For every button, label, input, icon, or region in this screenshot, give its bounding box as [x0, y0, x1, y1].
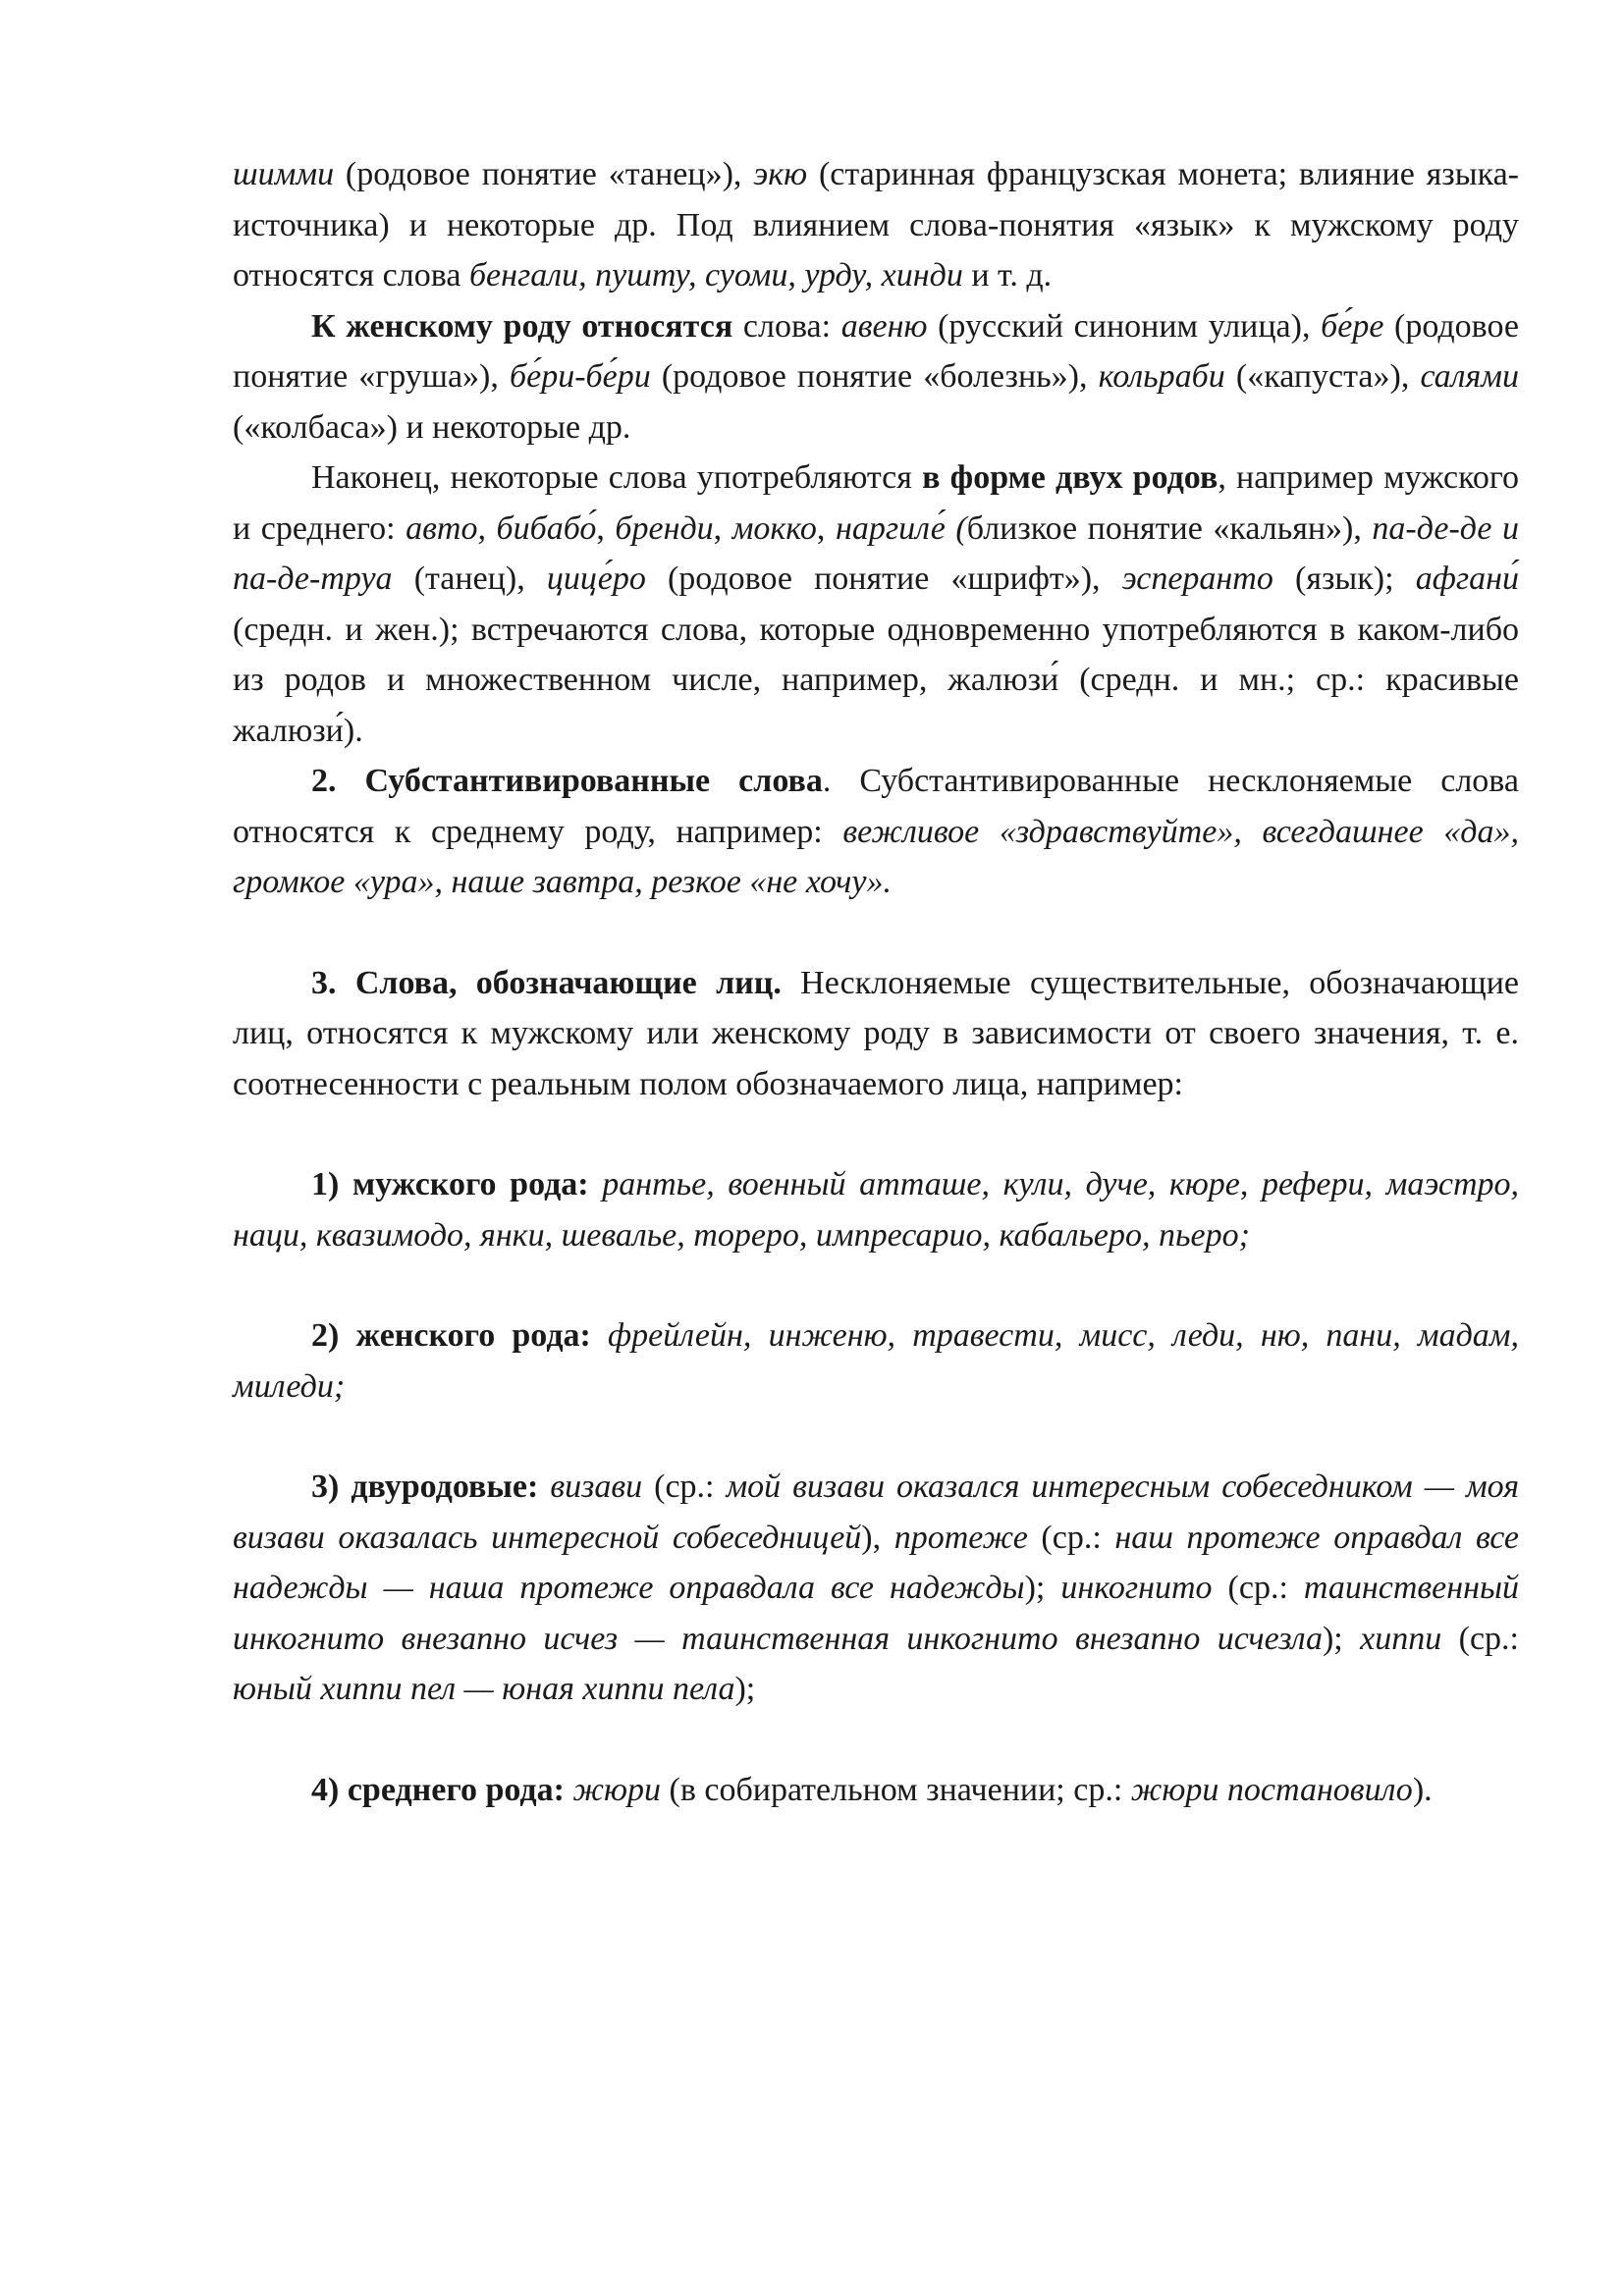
- text-run: [589, 1166, 603, 1202]
- italic-run: наргиле́: [835, 509, 946, 547]
- italic-run: мокко: [731, 509, 817, 547]
- italic-run: визави: [550, 1468, 643, 1505]
- bold-run: 2. Субстантивированные слова: [311, 763, 823, 799]
- paragraph-feminine-gender: [233, 301, 1519, 454]
- italic-run: (: [955, 509, 967, 547]
- text-run: );: [734, 1671, 756, 1707]
- text-run: ,: [596, 509, 616, 547]
- text-run: , например мужского и среднего:: [233, 459, 1519, 547]
- text-run: («капуста»),: [1224, 358, 1421, 395]
- bold-run: 1) мужского рода:: [311, 1166, 589, 1202]
- text-run: (ср.:: [1212, 1570, 1304, 1606]
- text-run: );: [1322, 1620, 1361, 1657]
- text-run: );: [1024, 1570, 1061, 1606]
- italic-run: мой визави оказался интересным собеседником — моя визави оказалась интересной собеседницей: [233, 1468, 1520, 1556]
- text-run: и т. д.: [962, 257, 1053, 294]
- bold-run: 2) женского рода:: [311, 1317, 591, 1354]
- italic-run: бе́ри-бе́ри: [510, 358, 651, 395]
- paragraph-words-denoting-persons: [233, 958, 1519, 1110]
- bold-run: 3) двуродовые:: [311, 1468, 539, 1505]
- list-item-common-gender: [233, 1462, 1519, 1715]
- text-run: Наконец, некоторые слова употребляются: [311, 459, 923, 496]
- bold-run: 3. Слова, обозначающие лиц.: [311, 964, 782, 1001]
- italic-run: наш протеже оправдал все надежды — наша протеже оправдала все надежды: [233, 1519, 1520, 1606]
- italic-run: жюри постановило: [1130, 1771, 1413, 1808]
- text-run: (русский синоним улица),: [927, 307, 1322, 345]
- italic-run: фрейлейн, инженю, травести, мисс, леди, ню, пани, мадам, миледи;: [233, 1317, 1520, 1405]
- italic-run: авто, бибабо́: [406, 509, 597, 547]
- paragraph-two-genders: [233, 453, 1519, 756]
- text-run: («колбаса») и некоторые др.: [233, 408, 631, 446]
- text-run: (родовое понятие «груша»),: [233, 307, 1520, 395]
- text-run: (ср.:: [642, 1468, 727, 1505]
- list-item-masculine: [233, 1159, 1519, 1260]
- text-run: [538, 1468, 550, 1505]
- text-run: (язык);: [1272, 561, 1416, 597]
- italic-run: инкогнито: [1060, 1570, 1213, 1606]
- italic-run: таинственный инкогнито внезапно исчез — таинственная инкогнито внезапно исчезла: [233, 1570, 1519, 1657]
- italic-run: вежливое «здравствуйте», всегдашнее «да», громкое «ура», наше завтра, резкое «не хочу».: [233, 813, 1519, 900]
- italic-run: шимми: [233, 156, 335, 192]
- italic-run: экю: [753, 156, 808, 192]
- text-run: (танец),: [392, 561, 547, 597]
- bold-run: в форме двух родов: [922, 459, 1218, 496]
- text-run: Несклоняемые существительные, обозначающие лиц, относятся к мужскому или женскому роду в зависимости от своего значения, т. е. соотнесенности с реальным полом обозначаемого лица, например:: [233, 964, 1519, 1102]
- italic-run: бренди: [615, 509, 714, 547]
- text-run: ),: [861, 1519, 894, 1556]
- text-run: (ср.:: [1441, 1620, 1519, 1657]
- italic-run: кольраби: [1098, 358, 1225, 395]
- italic-run: бе́ре: [1321, 307, 1384, 345]
- text-run: близкое понятие «кальян»),: [966, 509, 1373, 547]
- text-run: (в собирательном значении; ср.:: [661, 1771, 1131, 1808]
- italic-run: авеню: [840, 307, 928, 345]
- paragraph-substantivized-words: [233, 756, 1519, 908]
- italic-run: па-де-де и па-де-труа: [233, 509, 1520, 597]
- italic-run: салями: [1420, 358, 1519, 395]
- text-run: слова:: [732, 307, 841, 345]
- italic-run: эсперанто: [1121, 561, 1273, 597]
- italic-run: бенгали, пушту, суоми, урду, хинди: [468, 257, 963, 294]
- text-run: [946, 510, 956, 547]
- text-run: ,: [816, 509, 836, 547]
- italic-run: афгани́: [1415, 561, 1519, 597]
- text-run: (средн. и жен.); встречаются слова, которые одновременно употребляются в каком-либо из родов и множественном числе, например, жалюзи́ (средн. и мн.; ср.: красивые жалюзи́).: [233, 611, 1519, 749]
- list-item-neuter: [233, 1765, 1519, 1816]
- text-run: [591, 1317, 608, 1354]
- text-run: (ср.:: [1027, 1519, 1115, 1556]
- italic-run: хиппи: [1360, 1620, 1442, 1657]
- text-run: . Субстантивированные несклоняемые слова относятся к среднему роду, например:: [233, 763, 1520, 850]
- italic-run: цице́ро: [546, 561, 646, 597]
- italic-run: рантье, военный атташе, кули, дуче, кюре, рефери, маэстро, наци, квазимодо, янки, шевалье, тореро, импресарио, кабальеро, пьеро;: [233, 1166, 1520, 1254]
- text-run: ,: [713, 509, 732, 547]
- text-run: (родовое понятие «болезнь»),: [650, 358, 1099, 395]
- list-item-feminine: [233, 1310, 1519, 1412]
- paragraph-indeclinable-masculine: [233, 149, 1519, 301]
- bold-run: К женскому роду относятся: [311, 307, 733, 345]
- text-run: ).: [1412, 1771, 1433, 1808]
- text-run: (родовое понятие «танец»),: [334, 156, 754, 192]
- text-run: (старинная французская монета; влияние языка-источника) и некоторые др. Под влиянием слова-понятия «язык» к мужскому роду относятся слова: [233, 156, 1519, 294]
- italic-run: жюри: [572, 1771, 661, 1808]
- text-run: (родовое понятие «шрифт»),: [645, 561, 1122, 597]
- document-page: [233, 149, 1519, 1815]
- italic-run: протеже: [893, 1519, 1028, 1556]
- italic-run: юный хиппи пел — юная хиппи пела: [233, 1671, 735, 1707]
- bold-run: 4) среднего рода:: [311, 1771, 565, 1808]
